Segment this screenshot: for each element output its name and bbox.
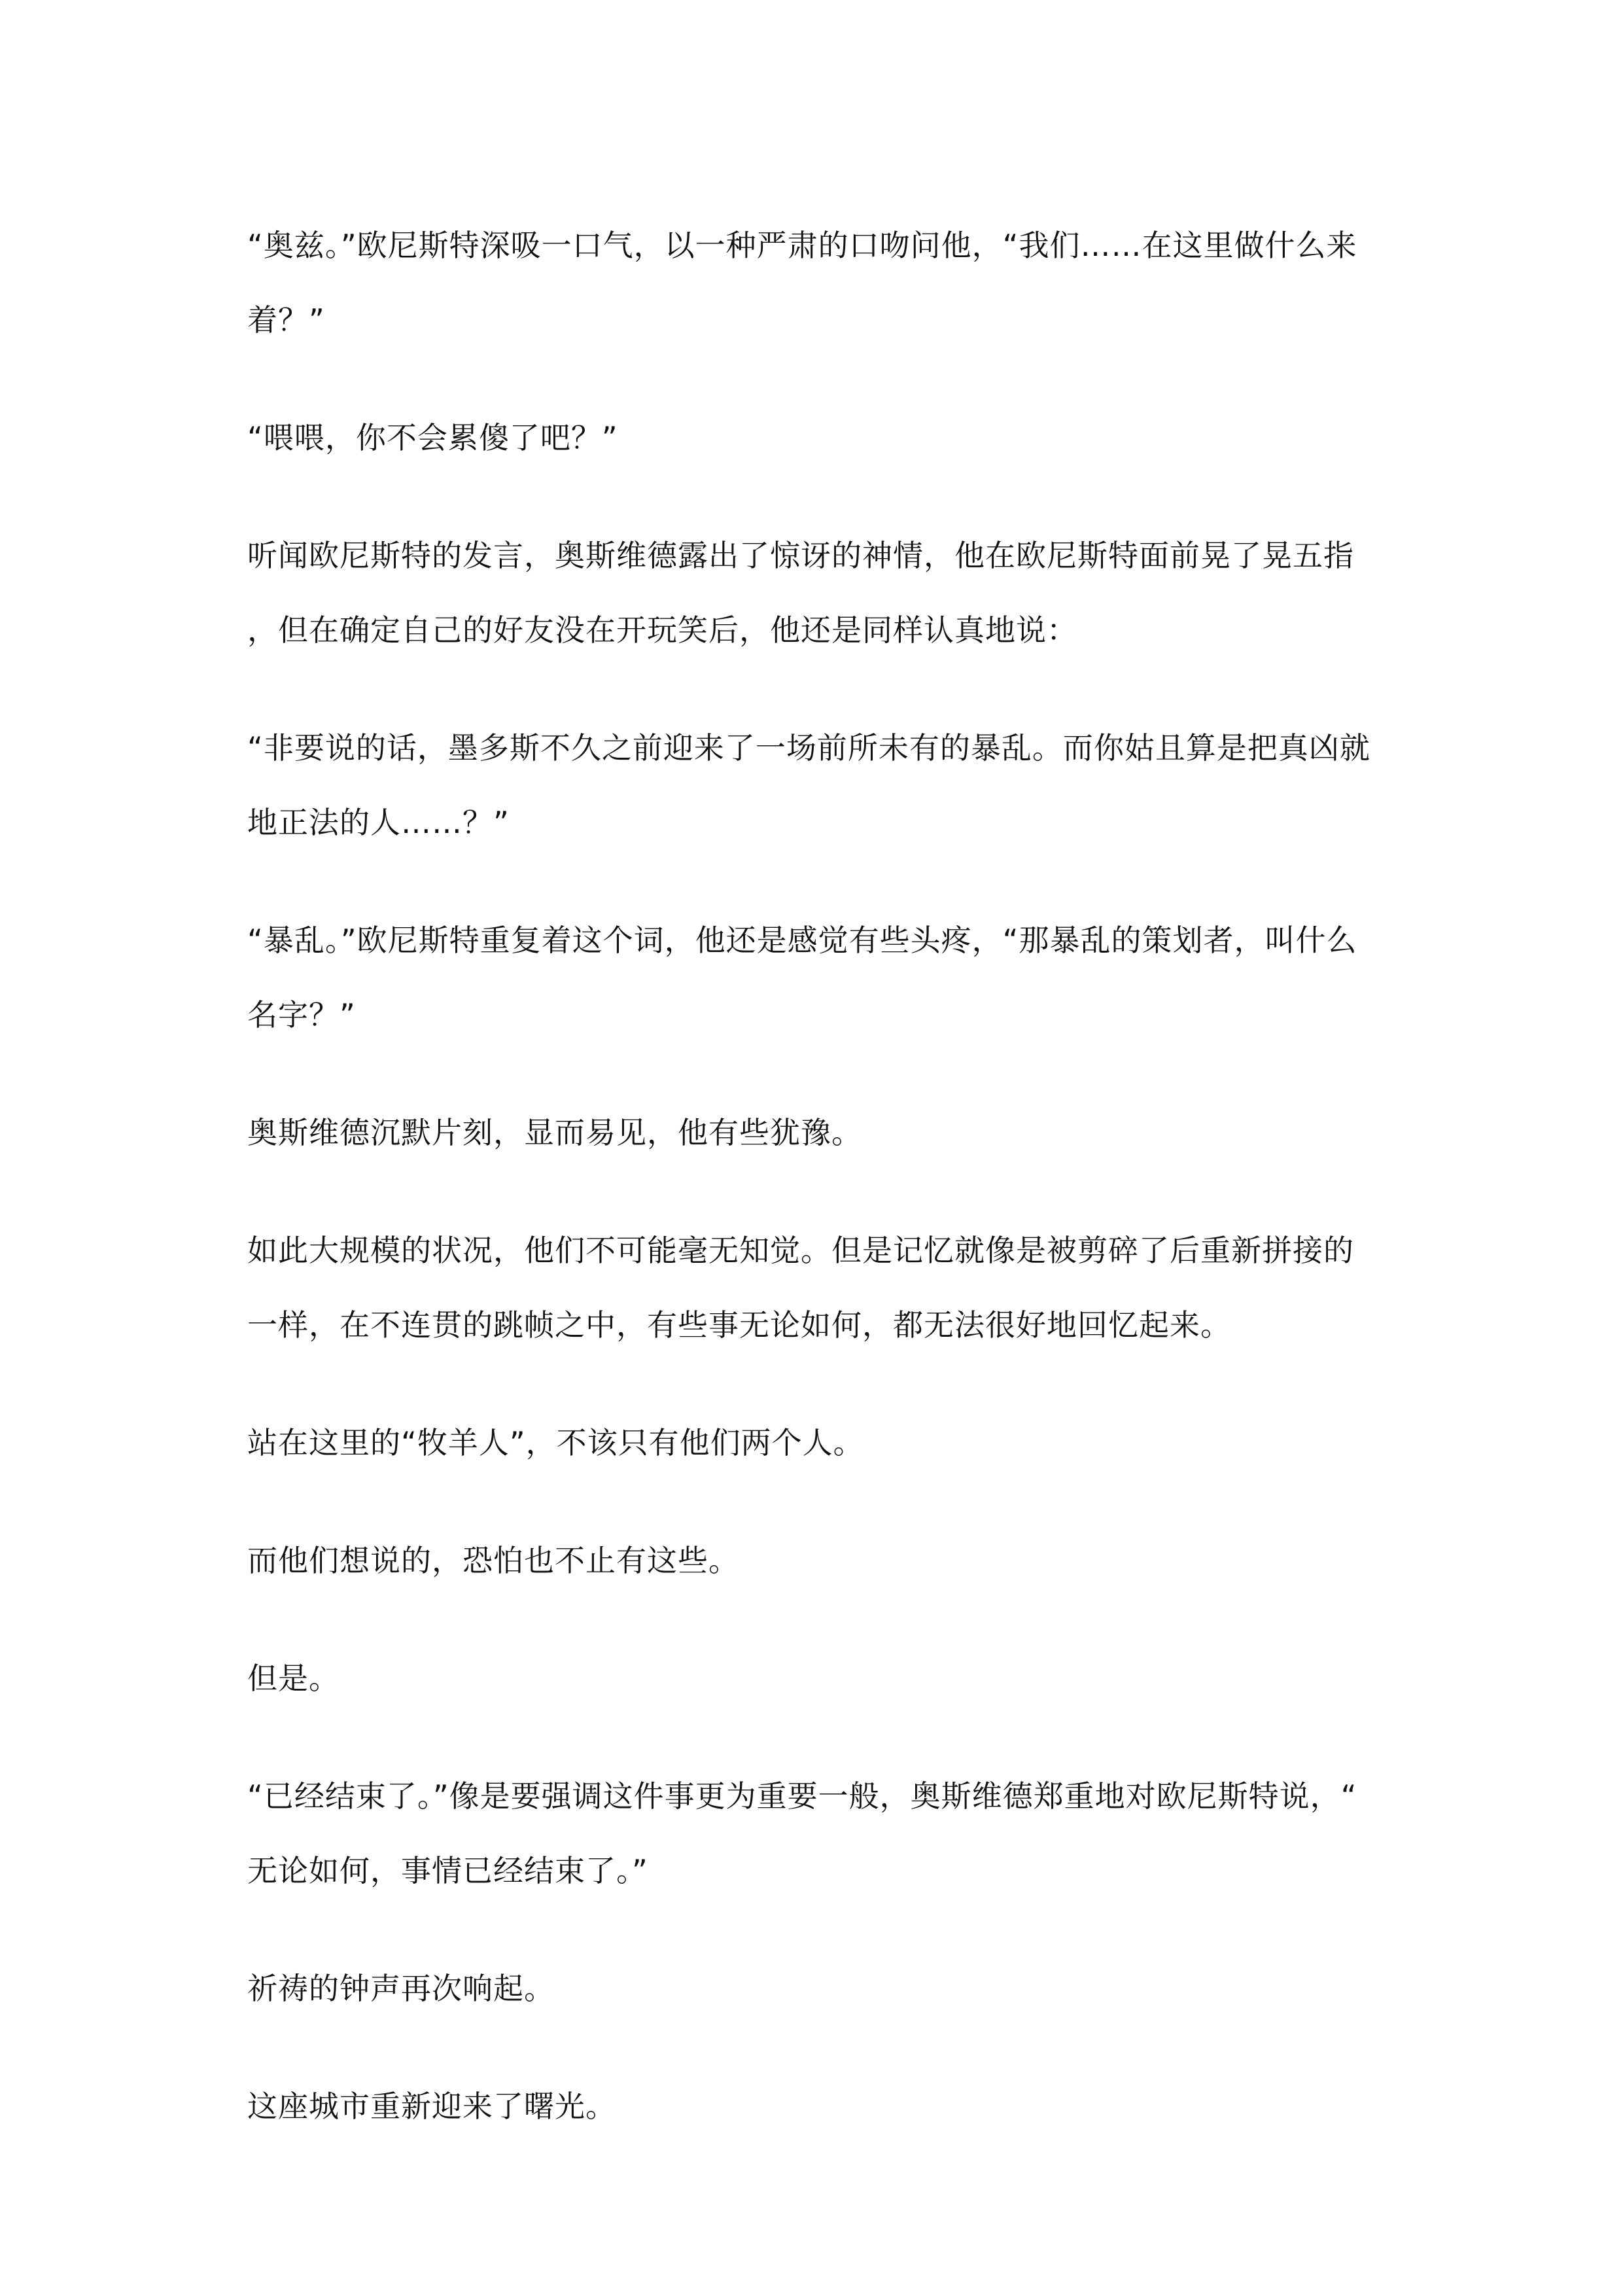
paragraph: 而他们想说的，恐怕也不止有这些。 — [247, 1543, 739, 1578]
paragraph: “非要说的话，墨多斯不久之前迎来了一场前所未有的暴乱。而你姑且算是把真凶就地正法的人……？” — [247, 730, 1370, 840]
paragraph: 奥斯维德沉默片刻，显而易见，他有些犹豫。 — [247, 1115, 862, 1150]
document-body — [247, 208, 1379, 2187]
paragraph: “暴乱。”欧尼斯特重复着这个词，他还是感觉有些头疼，“那暴乱的策划者，叫什么名字？” — [247, 923, 1357, 1033]
paragraph: 站在这里的“牧羊人”，不该只有他们两个人。 — [247, 1425, 864, 1460]
paragraph: 但是。 — [247, 1661, 340, 1696]
paragraph: 听闻欧尼斯特的发言，奥斯维德露出了惊讶的神情，他在欧尼斯特面前晃了晃五指，但在确定自己的好友没在开玩笑后，他还是同样认真地说： — [247, 538, 1354, 648]
paragraph: “喂喂，你不会累傻了吧？” — [247, 420, 618, 455]
paragraph: 如此大规模的状况，他们不可能毫无知觉。但是记忆就像是被剪碎了后重新拼接的一样，在不连贯的跳帧之中，有些事无论如何，都无法很好地回忆起来。 — [247, 1233, 1354, 1343]
paragraph: “奥兹。”欧尼斯特深吸一口气，以一种严肃的口吻问他，“我们……在这里做什么来着？” — [247, 228, 1357, 338]
paragraph: 这座城市重新迎来了曙光。 — [247, 2089, 616, 2124]
paragraph: “已经结束了。”像是要强调这件事更为重要一般，奥斯维德郑重地对欧尼斯特说，“无论如何，事情已经结束了。” — [247, 1778, 1357, 1888]
paragraph: 祈祷的钟声再次响起。 — [247, 1971, 555, 2006]
